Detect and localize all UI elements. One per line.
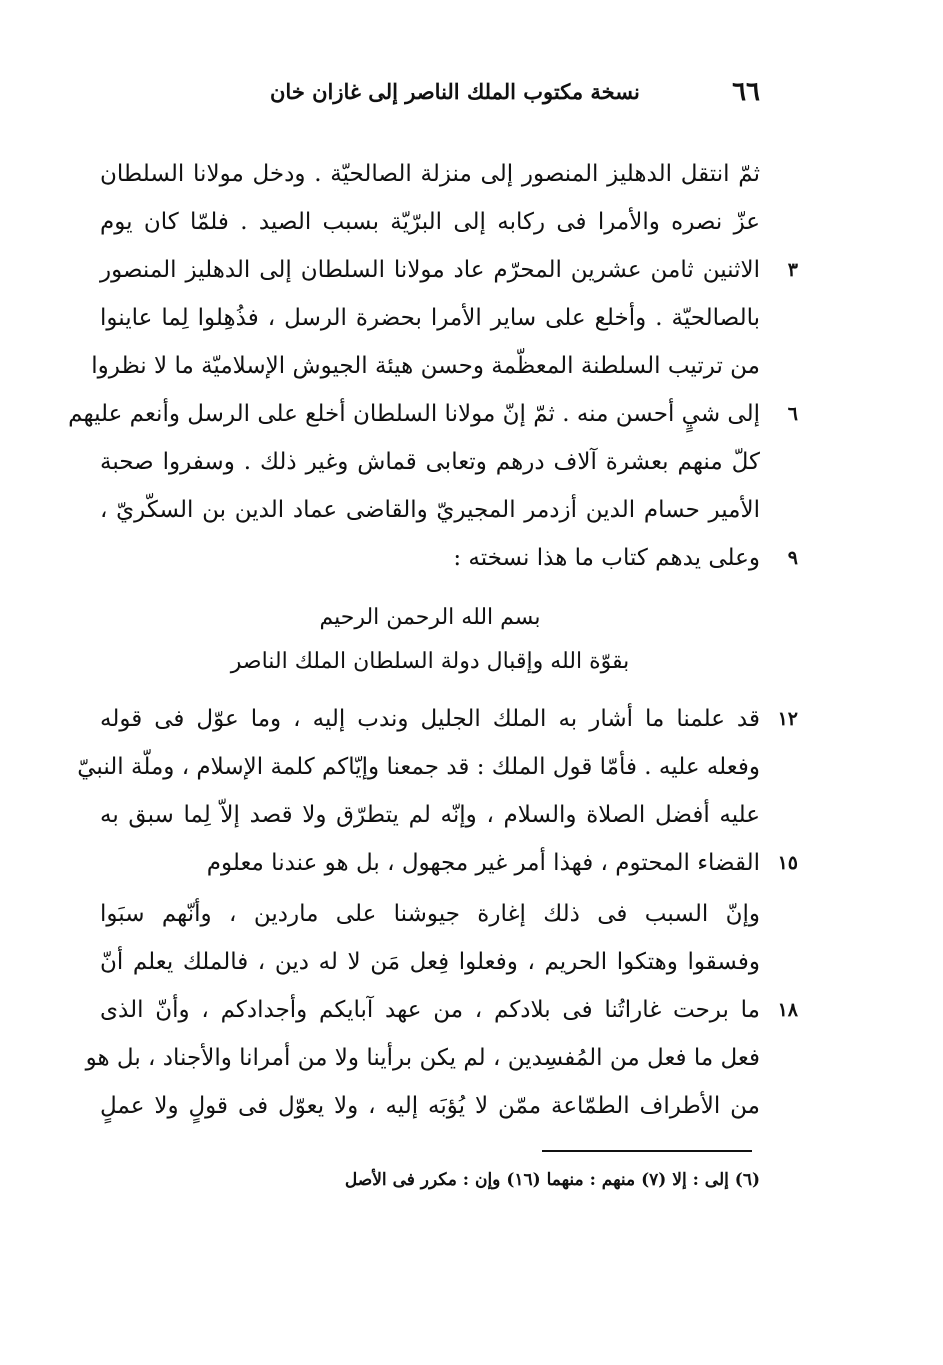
- text-line: [100, 150, 760, 198]
- line-text: من ترتيب السلطنة المعظّمة وحسن هيئة الجيوش الإسلاميّة ما لا نظروا: [91, 353, 760, 379]
- text-line: [68, 390, 798, 438]
- line-text: بالصالحيّة . وأخلع على ساير الأمرا بحضرة الرسل ، فذُهِلوا لِما عاينوا: [100, 305, 760, 331]
- text-line: [100, 1082, 760, 1130]
- text-line: [100, 198, 760, 246]
- line-text: الاثنين ثامن عشرين المحرّم عاد مولانا السلطان إلى الدهليز المنصور: [100, 257, 760, 283]
- line-text: وإنّ السبب فى ذلك إغارة جيوشنا على ماردين ، وأنّهم سبَوا: [100, 901, 760, 927]
- line-text: ما برحت غاراتُنا فى بلادكم ، من عهد آبايكم وأجدادكم ، وأنّ الذى: [100, 997, 760, 1023]
- text-line: [85, 1034, 760, 1082]
- text-line: [100, 890, 760, 938]
- paragraph-narrative: [68, 150, 798, 582]
- text-line: [91, 342, 760, 390]
- line-number: ٩: [787, 547, 798, 569]
- line-text: فعل ما فعل من المُفسِدين ، لم يكن برأينا ولا من أمرانا والأجناد ، بل هو: [85, 1045, 760, 1071]
- text-line: [77, 743, 760, 791]
- line-text: ثمّ انتقل الدهليز المنصور إلى منزلة الصالحيّة . ودخل مولانا السلطان: [100, 161, 760, 187]
- paragraph-letter-opening: [77, 695, 798, 887]
- text-line: [100, 438, 760, 486]
- line-text: وعلى يدهم كتاب ما هذا نسخته :: [453, 545, 760, 571]
- text-line: [100, 986, 798, 1034]
- line-number: ١٨: [777, 999, 798, 1021]
- text-line: [100, 791, 760, 839]
- running-head: [270, 72, 760, 112]
- line-text: كلّ منهم بعشرة آلاف درهم وتعابى قماش وغير ذلك . وسفروا صحبة: [100, 449, 760, 475]
- running-title: نسخة مكتوب الملك الناصر إلى غازان خان: [270, 79, 640, 104]
- line-text: قد علمنا ما أشار به الملك الجليل وندب إليه ، وما عوّل فى قوله: [100, 706, 760, 732]
- line-text: وفعله عليه . فأمّا قول الملك : قد جمعنا وإيّاكم كلمة الإسلام ، وملّة النبيّ: [77, 754, 760, 780]
- line-text: من الأطراف الطمّاعة ممّن لا يُؤبَه إليه ، ولا يعوّل فى قولٍ ولا عملٍ: [100, 1093, 760, 1119]
- text-line: [100, 534, 798, 582]
- paragraph-letter-body: [85, 890, 798, 1130]
- footnote-divider: [542, 1150, 752, 1152]
- line-text: إلى شيٍ أحسن منه . ثمّ إنّ مولانا السلطان أخلع على الرسل وأنعم عليهم: [68, 401, 760, 427]
- text-line: [100, 938, 760, 986]
- page-number: ٦٦: [732, 77, 760, 107]
- text-line: [100, 839, 798, 887]
- bismillah-heading: بسم الله الرحمن الرحيم: [319, 605, 541, 630]
- text-line: [100, 294, 760, 342]
- text-line: [100, 695, 798, 743]
- line-text: وفسقوا وهتكوا الحريم ، وفعلوا فِعل مَن لا له دين ، فالملك يعلم أنّ: [100, 949, 760, 975]
- royal-invocation-heading: بقوّة الله وإقبال دولة السلطان الملك الناصر: [230, 649, 630, 674]
- line-text: الأمير حسام الدين أزدمر المجيريّ والقاضى عماد الدين بن السكّريّ ،: [100, 497, 760, 523]
- text-line: [100, 486, 760, 534]
- line-number: ٦: [787, 403, 798, 425]
- line-number: ٣: [787, 259, 798, 281]
- text-line: [100, 246, 798, 294]
- line-text: عليه أفضل الصلاة والسلام ، وإنّه لم يتطرّق ولا قصد إلاّ لِما سبق به: [100, 802, 760, 828]
- footnote-apparatus: (٦) إلى : إلا (٧) منهم : منهما (١٦) وإن : مكرر فى الأصل: [344, 1170, 760, 1190]
- line-number: ١٢: [777, 708, 798, 730]
- line-text: عزّ نصره والأمرا فى ركابه إلى البرّيّة بسبب الصيد . فلمّا كان يوم: [100, 209, 760, 235]
- line-text: القضاء المحتوم ، فهذا أمر غير مجهول ، بل هو عندنا معلوم: [206, 850, 760, 876]
- line-number: ١٥: [777, 852, 798, 874]
